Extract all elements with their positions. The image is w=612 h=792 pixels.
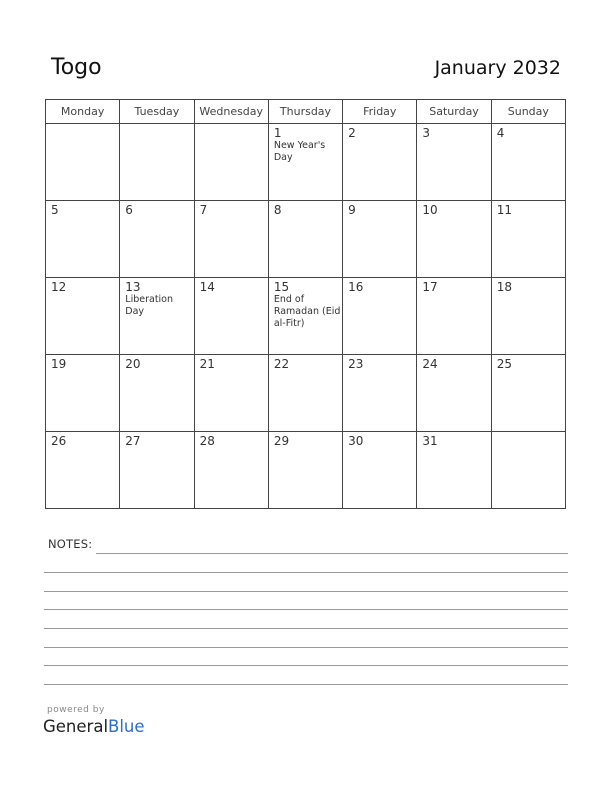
day-number: 9	[348, 203, 356, 217]
calendar-day-cell	[46, 355, 120, 432]
day-number: 4	[496, 126, 505, 140]
weekday-header: Monday	[46, 100, 120, 124]
notes-line	[44, 684, 568, 685]
calendar-day-cell	[46, 432, 120, 509]
notes-line	[44, 591, 568, 592]
weekday-header: Thursday	[268, 100, 342, 124]
notes-line	[44, 572, 568, 573]
calendar-week-row	[46, 432, 566, 509]
notes-label: NOTES:	[48, 537, 93, 551]
day-number: 3	[422, 126, 431, 140]
day-number: 8	[273, 203, 282, 217]
calendar-day-cell	[120, 201, 194, 278]
calendar-day-cell	[268, 355, 342, 432]
calendar-week-row	[46, 278, 566, 355]
day-number: 1	[273, 126, 282, 140]
calendar-day-cell	[120, 355, 194, 432]
country-title: Togo	[51, 55, 102, 80]
notes-line	[44, 609, 568, 610]
day-number: 16	[348, 280, 364, 294]
day-number: 28	[199, 434, 215, 448]
calendar-day-cell	[491, 201, 565, 278]
day-number: 21	[199, 357, 215, 371]
calendar-grid	[45, 99, 566, 509]
calendar-day-cell	[417, 124, 491, 201]
calendar-day-cell	[46, 278, 120, 355]
day-number: 30	[348, 434, 364, 448]
day-number: 10	[422, 203, 438, 217]
weekday-header-row	[46, 100, 566, 124]
weekday-header: Saturday	[417, 100, 491, 124]
day-number: 25	[496, 357, 512, 371]
day-number: 22	[273, 357, 290, 371]
day-number: 5	[51, 203, 59, 217]
calendar-day-cell	[491, 124, 565, 201]
calendar-day-cell	[120, 124, 194, 201]
notes-line	[96, 553, 568, 554]
calendar-day-cell	[417, 432, 491, 509]
calendar-day-cell	[417, 278, 491, 355]
day-number: 24	[422, 357, 438, 371]
calendar-week-row	[46, 124, 566, 201]
logo-blue: Blue	[108, 717, 145, 736]
calendar-day-cell	[343, 432, 417, 509]
calendar-day-cell	[417, 355, 491, 432]
day-number: 19	[51, 357, 67, 371]
calendar-day-cell	[194, 201, 268, 278]
day-number: 23	[348, 357, 364, 371]
day-number: 27	[125, 434, 141, 448]
day-number: 17	[422, 280, 438, 294]
day-number: 12	[51, 280, 67, 294]
holiday-label: End of Ramadan (Eid al-Fitr)	[273, 294, 341, 329]
day-number: 13	[125, 280, 141, 294]
calendar-day-cell	[46, 201, 120, 278]
day-number: 18	[496, 280, 512, 294]
powered-by-text: powered by	[47, 705, 105, 715]
calendar-day-cell	[343, 124, 417, 201]
calendar-day-cell	[417, 201, 491, 278]
calendar-week-row	[46, 201, 566, 278]
calendar-day-cell	[194, 124, 268, 201]
day-number: 20	[125, 357, 141, 371]
notes-line	[44, 665, 568, 666]
calendar-day-cell	[268, 124, 342, 201]
holiday-label: New Year's Day	[273, 140, 326, 163]
weekday-header: Tuesday	[120, 100, 194, 124]
calendar-day-cell	[491, 355, 565, 432]
calendar-day-cell	[268, 201, 342, 278]
weekday-header: Wednesday	[194, 100, 268, 124]
calendar-day-cell	[120, 278, 194, 355]
day-number: 15	[273, 280, 290, 294]
day-number: 2	[348, 126, 356, 140]
day-number: 26	[51, 434, 67, 448]
notes-line	[44, 628, 568, 629]
day-number: 6	[125, 203, 133, 217]
holiday-label: Liberation Day	[125, 294, 174, 317]
calendar-day-cell	[343, 355, 417, 432]
month-year-title: January 2032	[434, 57, 561, 79]
generalblue-logo	[43, 717, 145, 736]
logo-general: General	[43, 717, 109, 736]
day-number: 31	[422, 434, 438, 448]
calendar-day-cell	[46, 124, 120, 201]
calendar-day-cell	[491, 432, 565, 509]
calendar-day-cell	[194, 432, 268, 509]
calendar-day-cell	[343, 201, 417, 278]
calendar-week-row	[46, 355, 566, 432]
weekday-header: Friday	[343, 100, 417, 124]
calendar-day-cell	[268, 432, 342, 509]
day-number: 11	[496, 203, 512, 217]
calendar-day-cell	[268, 278, 342, 355]
day-number: 14	[199, 280, 215, 294]
calendar-day-cell	[491, 278, 565, 355]
calendar-day-cell	[194, 355, 268, 432]
calendar-day-cell	[343, 278, 417, 355]
calendar-day-cell	[194, 278, 268, 355]
notes-line	[44, 647, 568, 648]
day-number: 7	[199, 203, 208, 217]
weekday-header: Sunday	[491, 100, 565, 124]
calendar-day-cell	[120, 432, 194, 509]
day-number: 29	[273, 434, 290, 448]
